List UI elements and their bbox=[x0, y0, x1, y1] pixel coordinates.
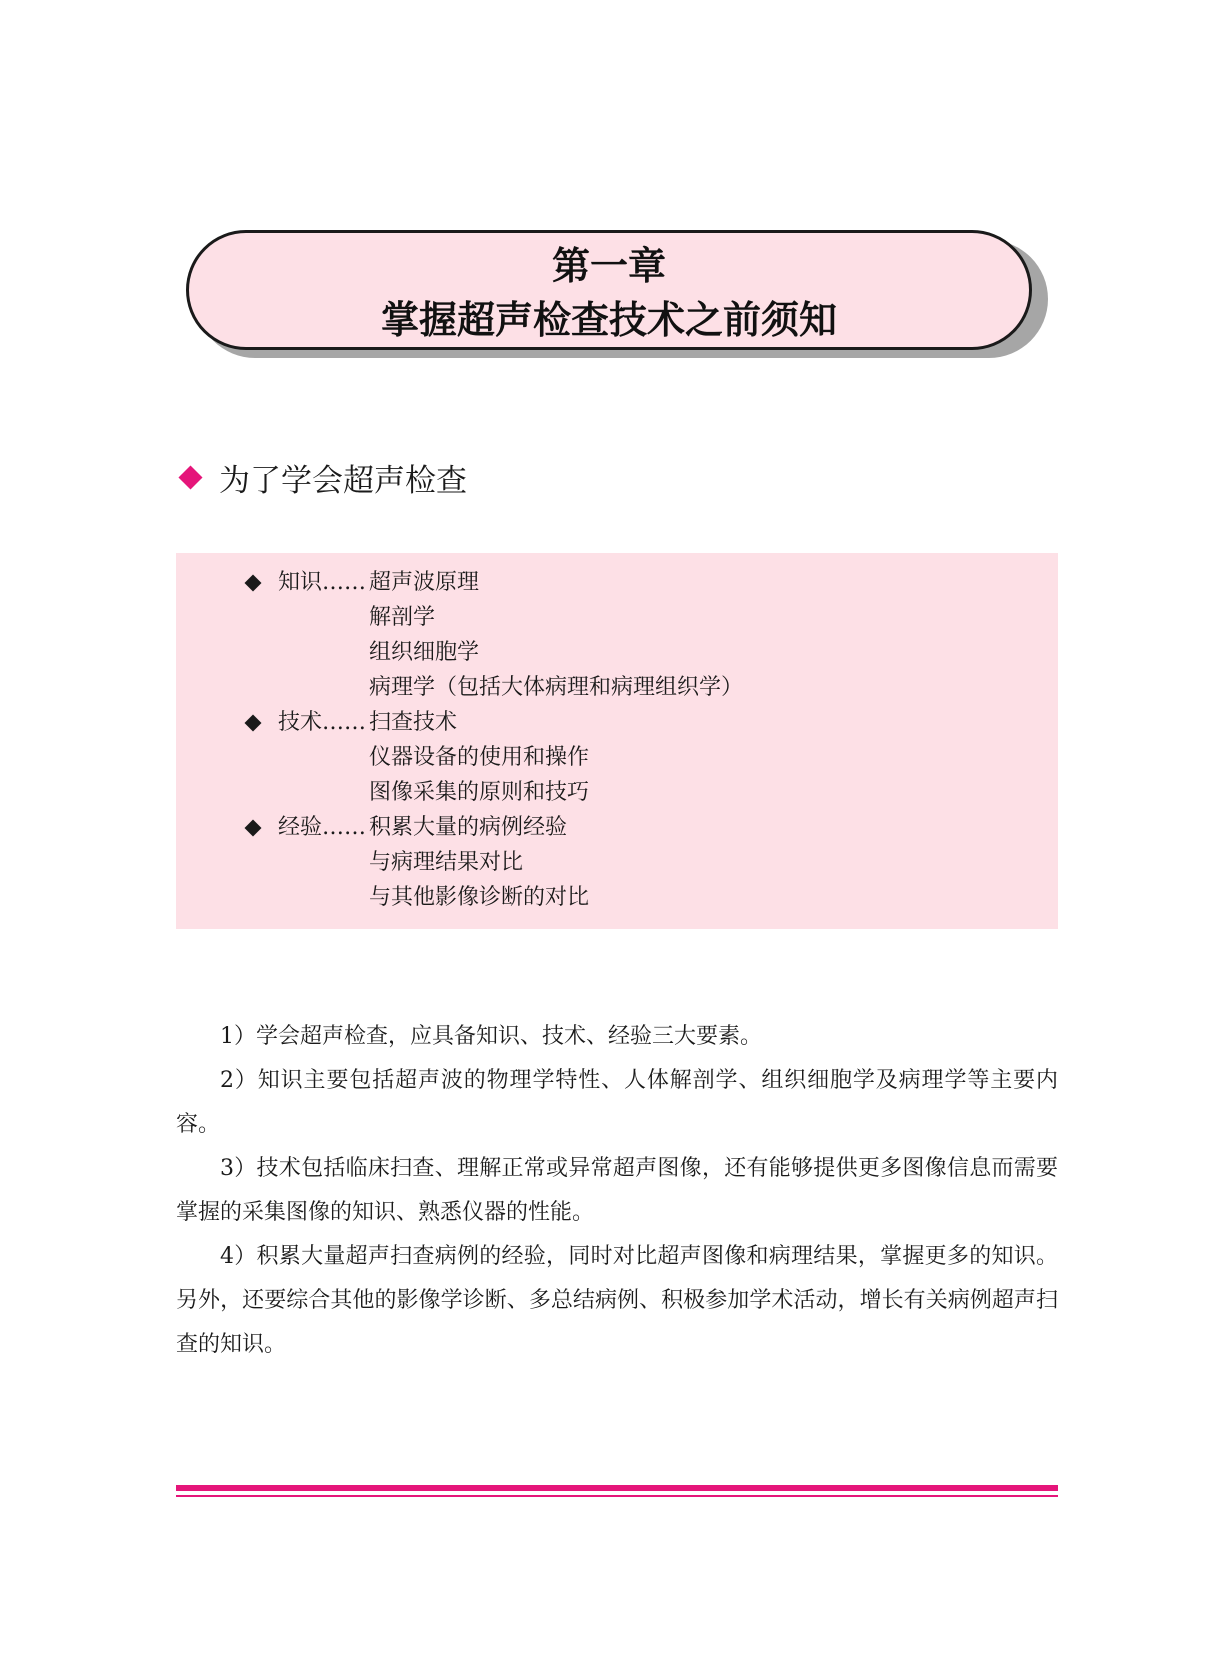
chapter-title: 掌握超声检查技术之前须知 bbox=[380, 298, 837, 342]
diamond-bullet-icon bbox=[245, 820, 262, 837]
diamond-bullet-icon bbox=[178, 465, 202, 489]
summary-item: 与其他影像诊断的对比 bbox=[369, 885, 590, 910]
summary-item: 超声波原理 bbox=[369, 570, 480, 595]
paragraph: 4）积累大量超声扫查病例的经验，同时对比超声图像和病理结果，掌握更多的知识。另外，还要综合其他的影像学诊断、多总结病例、积极参加学术活动，增长有关病例超声扫查的知识。 bbox=[176, 1244, 1058, 1357]
paragraph: 2）知识主要包括超声波的物理学特性、人体解剖学、组织细胞学及病理学等主要内容。 bbox=[176, 1068, 1058, 1137]
body-text bbox=[176, 1015, 1058, 1367]
diamond-bullet-icon bbox=[245, 575, 262, 592]
summary-item: 积累大量的病例经验 bbox=[369, 815, 568, 840]
chapter-number: 第一章 bbox=[551, 244, 666, 288]
paragraph: 1）学会超声检查，应具备知识、技术、经验三大要素。 bbox=[220, 1024, 762, 1049]
chapter-banner-frame bbox=[186, 230, 1032, 350]
section-heading bbox=[178, 455, 467, 499]
summary-item: 病理学（包括大体病理和病理组织学） bbox=[369, 675, 744, 700]
summary-label: 经验…… bbox=[278, 815, 367, 840]
footer-rule bbox=[176, 1495, 1058, 1497]
diamond-bullet-icon bbox=[245, 715, 262, 732]
summary-item: 扫查技术 bbox=[369, 710, 458, 735]
chapter-banner bbox=[186, 230, 1048, 358]
summary-item: 与病理结果对比 bbox=[369, 850, 524, 875]
summary-item: 图像采集的原则和技巧 bbox=[369, 780, 590, 805]
summary-label: 技术…… bbox=[278, 710, 367, 735]
footer-rule bbox=[176, 1485, 1058, 1491]
paragraph: 3）技术包括临床扫查、理解正常或异常超声图像，还有能够提供更多图像信息而需要掌握的采集图像的知识、熟悉仪器的性能。 bbox=[176, 1156, 1058, 1225]
summary-box bbox=[176, 553, 1058, 929]
summary-label: 知识…… bbox=[278, 570, 367, 595]
section-heading-text: 为了学会超声检查 bbox=[219, 462, 467, 499]
summary-item: 组织细胞学 bbox=[369, 640, 480, 665]
summary-item: 解剖学 bbox=[369, 605, 436, 630]
summary-item: 仪器设备的使用和操作 bbox=[369, 745, 590, 770]
